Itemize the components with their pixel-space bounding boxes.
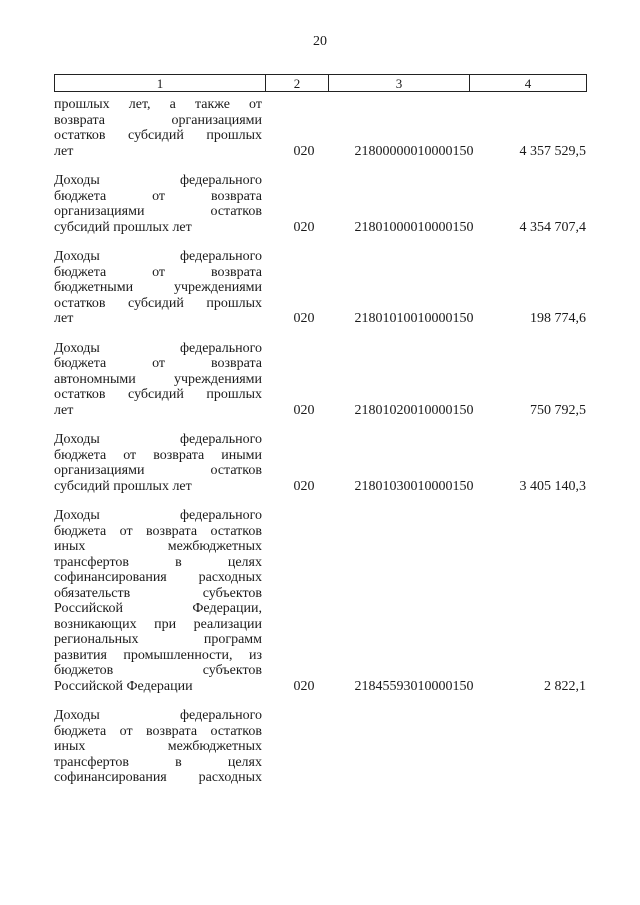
budget-classification-code: 21801010010000150 [354,311,474,326]
description-line: бюджета от возврата [54,264,262,280]
amount-value: 2 822,1 [544,678,586,694]
admin-code: 020 [293,478,315,494]
table-row [54,249,586,327]
description-line: обязательств субъектов [54,585,262,601]
table-body [54,97,586,786]
admin-code: 020 [293,143,315,159]
admin-code: 020 [293,219,315,235]
column-header-4: 4 [470,75,587,92]
amount-value: 750 792,5 [530,402,586,418]
column-header-1: 1 [55,75,266,92]
description-line: лет [54,311,74,326]
description-line: иных межбюджетных [54,539,262,554]
description-line: трансфертов в целях [54,754,262,770]
description-line: организациями остатков [54,463,262,478]
description-line: бюджетов субъектов [54,663,262,678]
description-line: бюджета от возврата остатков [54,523,262,539]
description-line: Доходы федерального [54,340,262,356]
amount-value: 3 405 140,3 [519,478,586,494]
description-line: Российской Федерации [54,678,193,694]
description-line: бюджетными учреждениями [54,280,262,295]
description-line: Доходы федерального [54,249,262,264]
row-description [54,97,262,159]
amount-value: 4 357 529,5 [519,143,586,159]
description-line: субсидий прошлых лет [54,478,192,494]
table-row [54,708,586,786]
description-line: бюджета от возврата [54,188,262,204]
description-line: Доходы федерального [54,508,262,523]
amount-value: 198 774,6 [530,311,586,326]
description-line: возврата организациями [54,112,262,128]
description-line: софинансирования расходных [54,770,262,785]
description-line: софинансирования расходных [54,570,262,585]
row-description [54,173,262,235]
description-line: развития промышленности, из [54,647,262,663]
description-line: иных межбюджетных [54,739,262,754]
admin-code: 020 [293,311,315,326]
table-row [54,432,586,494]
description-line: лет [54,143,74,159]
description-line: региональных программ [54,632,262,647]
description-line: лет [54,402,74,418]
column-header-3: 3 [329,75,470,92]
description-line: остатков субсидий прошлых [54,295,262,311]
budget-classification-code: 21801020010000150 [354,402,474,418]
description-line: бюджета от возврата иными [54,447,262,463]
row-description [54,432,262,494]
table-row [54,508,586,694]
description-line: Доходы федерального [54,708,262,723]
description-line: Доходы федерального [54,173,262,188]
row-description [54,249,262,327]
description-line: остатков субсидий прошлых [54,387,262,402]
page-number: 20 [313,34,327,49]
description-line: Российской Федерации, [54,601,262,616]
budget-classification-code: 21801000010000150 [354,219,474,235]
row-description [54,508,262,694]
description-line: Доходы федерального [54,432,262,447]
description-line: субсидий прошлых лет [54,219,192,235]
row-description [54,708,262,786]
description-line: бюджета от возврата остатков [54,723,262,739]
description-line: остатков субсидий прошлых [54,128,262,143]
budget-classification-code: 21801030010000150 [354,478,474,494]
description-line: автономными учреждениями [54,371,262,387]
description-line: организациями остатков [54,204,262,219]
row-description [54,341,262,419]
table-row [54,173,586,235]
admin-code: 020 [293,402,315,418]
column-header-row [54,74,587,92]
table-row [54,341,586,419]
budget-classification-code: 21845593010000150 [354,678,474,694]
description-line: прошлых лет, а также от [54,97,262,112]
description-line: трансфертов в целях [54,554,262,570]
description-line: бюджета от возврата [54,356,262,371]
amount-value: 4 354 707,4 [519,219,586,235]
description-line: возникающих при реализации [54,616,262,632]
table-row [54,97,586,159]
column-header-2: 2 [266,75,329,92]
admin-code: 020 [293,678,315,694]
budget-classification-code: 21800000010000150 [354,143,474,159]
